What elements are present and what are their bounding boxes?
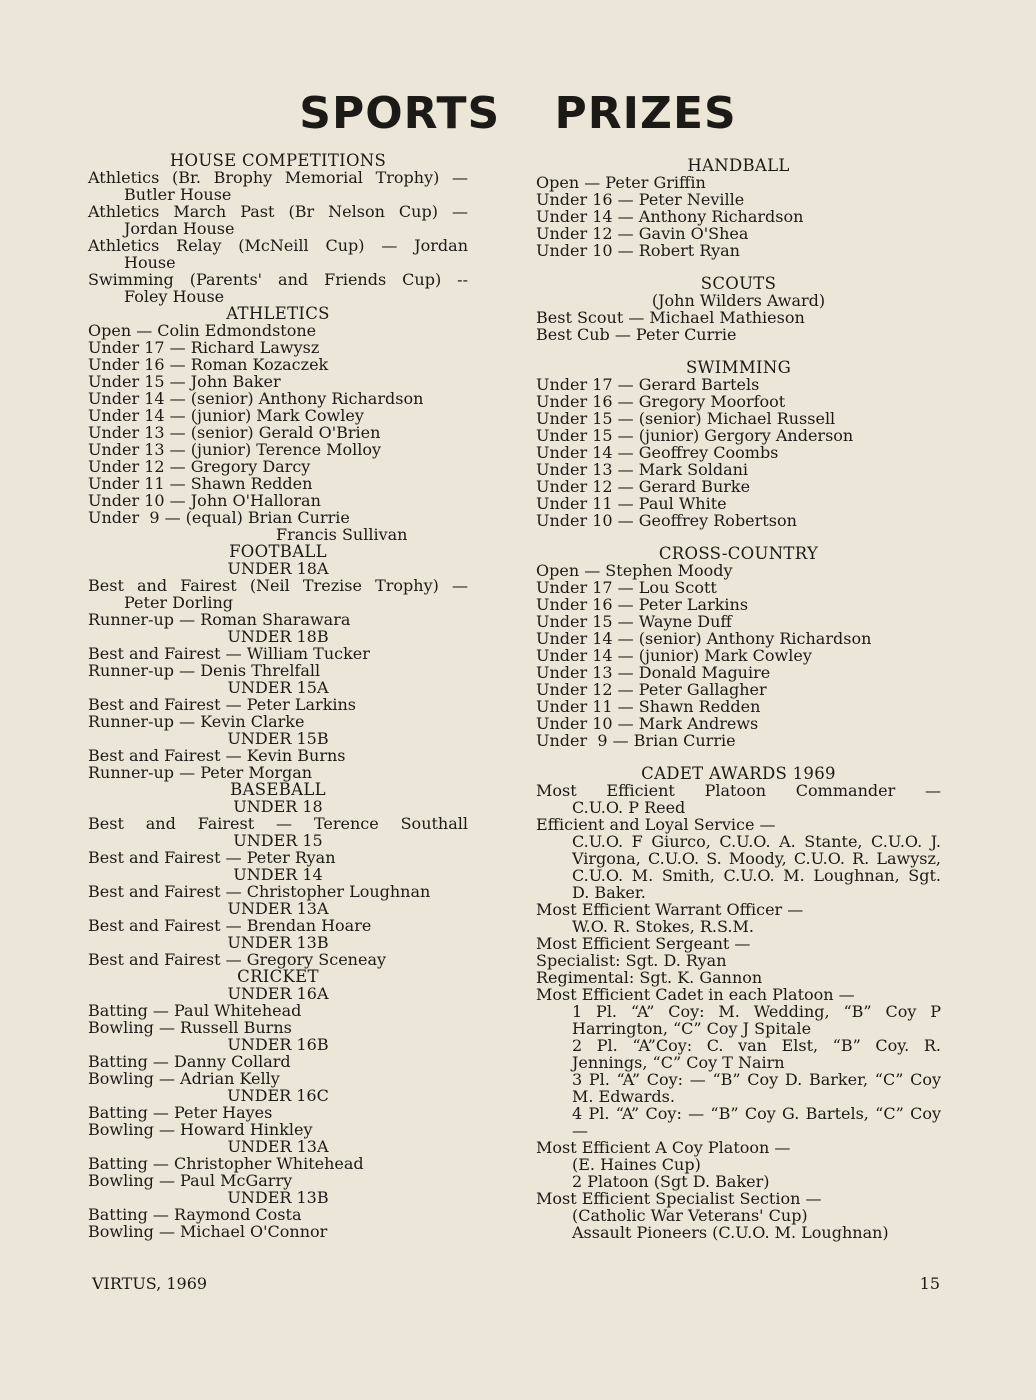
swimming-line: Under 10 — Geoffrey Robertson <box>536 511 797 530</box>
platoon-entry: 3 Pl. “A” Coy: — “B” Coy D. Barker, “C” Coy M. Edwards. <box>572 1070 941 1106</box>
athletics-line: Under 10 — John O'Halloran <box>88 491 321 510</box>
football-heading: FOOTBALL <box>229 542 327 561</box>
cricket-award: Bowling — Paul McGarry <box>88 1171 293 1190</box>
cricket-award: Bowling — Michael O'Connor <box>88 1222 328 1241</box>
cadet-award: Efficient and Loyal Service — <box>536 815 776 834</box>
athletics-line: Under 13 — (junior) Terence Molloy <box>88 440 382 459</box>
swimming-line: Under 15 — (senior) Michael Russell <box>536 409 836 428</box>
cadet-awards-heading: CADET AWARDS 1969 <box>641 764 836 783</box>
athletics-line: Under 12 — Gregory Darcy <box>88 457 311 476</box>
athletics-extra: Francis Sullivan <box>276 525 408 544</box>
football-grade: UNDER 18B <box>227 627 329 646</box>
house-item-cont: Jordan House <box>124 219 235 238</box>
swimming-line: Under 16 — Gregory Moorfoot <box>536 392 786 411</box>
cricket-award: Bowling — Howard Hinkley <box>88 1120 313 1139</box>
cadet-award-name: Regimental: Sgt. K. Gannon <box>536 968 763 987</box>
football-grade: UNDER 15A <box>227 678 329 697</box>
cross-country-line: Under 12 — Peter Gallagher <box>536 680 767 699</box>
handball-line: Under 16 — Peter Neville <box>536 190 745 209</box>
platoon-entry: 2 Pl. “A”Coy: C. van Elst, “B” Coy. R. Jennings, “C” Coy T Nairn <box>572 1036 941 1072</box>
football-award: Runner-up — Roman Sharawara <box>88 610 351 629</box>
football-award: Runner-up — Denis Threlfall <box>88 661 321 680</box>
handball-line: Under 12 — Gavin O'Shea <box>536 224 749 243</box>
scouts-line: Best Scout — Michael Mathieson <box>536 308 805 327</box>
cricket-heading: CRICKET <box>237 967 319 986</box>
cross-country-line: Under 17 — Lou Scott <box>536 578 717 597</box>
cross-country-line: Under 14 — (junior) Mark Cowley <box>536 646 812 665</box>
football-award-cont: Peter Dorling <box>124 593 234 612</box>
swimming-line: Under 14 — Geoffrey Coombs <box>536 443 779 462</box>
scouts-line: Best Cub — Peter Currie <box>536 325 737 344</box>
cross-country-line: Under 13 — Donald Maguire <box>536 663 771 682</box>
page-title: SPORTS PRIZES <box>299 88 737 139</box>
cricket-award: Batting — Paul Whitehead <box>88 1001 302 1020</box>
cricket-grade: UNDER 13B <box>227 1188 329 1207</box>
cadet-award-names: C.U.O. F Giurco, C.U.O. A. Stante, C.U.O. J. Virgona, C.U.O. S. Moody, C.U.O. R. Lawysz, C.U.O. M. Smith, C.U.O. M. Loughnan, Sgt. D. Baker. <box>572 832 941 902</box>
house-item: Swimming (Parents' and Friends Cup) -- <box>88 270 468 289</box>
cricket-award: Batting — Raymond Costa <box>88 1205 302 1224</box>
platoon-entry: 1 Pl. “A” Coy: M. Wedding, “B” Coy P Harrington, “C” Coy J Spitale <box>572 1002 941 1038</box>
cross-country-line: Under 14 — (senior) Anthony Richardson <box>536 629 872 648</box>
cadet-award: Most Efficient Cadet in each Platoon — <box>536 985 855 1004</box>
baseball-award: Best and Fairest — Brendan Hoare <box>88 916 372 935</box>
athletics-line: Under 15 — John Baker <box>88 372 281 391</box>
cricket-grade: UNDER 16C <box>227 1086 329 1105</box>
cricket-award: Bowling — Russell Burns <box>88 1018 292 1037</box>
cadet-award: Most Efficient Specialist Section — <box>536 1189 822 1208</box>
page-number: 15 <box>919 1274 940 1293</box>
cross-country-line: Under 10 — Mark Andrews <box>536 714 759 733</box>
athletics-line: Under 14 — (senior) Anthony Richardson <box>88 389 424 408</box>
cadet-award-name: C.U.O. P Reed <box>572 798 686 817</box>
football-award: Runner-up — Peter Morgan <box>88 763 313 782</box>
athletics-line: Open — Colin Edmondstone <box>88 321 317 340</box>
cadet-award-name: (E. Haines Cup) <box>572 1155 701 1174</box>
left-column <box>88 152 468 1240</box>
cricket-grade: UNDER 13A <box>227 1137 329 1156</box>
house-item-cont: Butler House <box>124 185 232 204</box>
cadet-award-name: Assault Pioneers (C.U.O. M. Loughnan) <box>572 1223 889 1242</box>
cricket-award: Batting — Christopher Whitehead <box>88 1154 364 1173</box>
cricket-award: Batting — Danny Collard <box>88 1052 291 1071</box>
right-column <box>536 157 941 1241</box>
cricket-award: Batting — Peter Hayes <box>88 1103 273 1122</box>
cricket-grade: UNDER 16A <box>227 984 329 1003</box>
cross-country-line: Under 15 — Wayne Duff <box>536 612 732 631</box>
cross-country-line: Open — Stephen Moody <box>536 561 733 580</box>
swimming-line: Under 11 — Paul White <box>536 494 727 513</box>
baseball-award: Best and Fairest — Christopher Loughnan <box>88 882 431 901</box>
football-award: Best and Fairest — William Tucker <box>88 644 370 663</box>
swimming-line: Under 12 — Gerard Burke <box>536 477 751 496</box>
baseball-grade: UNDER 18 <box>233 797 323 816</box>
handball-line: Open — Peter Griffin <box>536 173 706 192</box>
swimming-line: Under 13 — Mark Soldani <box>536 460 749 479</box>
athletics-heading: ATHLETICS <box>226 304 330 323</box>
cadet-award: Most Efficient Sergeant — <box>536 934 751 953</box>
cadet-award-name: W.O. R. Stokes, R.S.M. <box>572 917 754 936</box>
baseball-grade: UNDER 13B <box>227 933 329 952</box>
house-item-cont: Foley House <box>124 287 225 306</box>
athletics-line: Under 16 — Roman Kozaczek <box>88 355 329 374</box>
baseball-grade: UNDER 13A <box>227 899 329 918</box>
football-award: Best and Fairest — Peter Larkins <box>88 695 357 714</box>
football-award: Runner-up — Kevin Clarke <box>88 712 305 731</box>
swimming-line: Under 17 — Gerard Bartels <box>536 375 760 394</box>
baseball-award: Best and Fairest — Gregory Sceneay <box>88 950 387 969</box>
handball-line: Under 14 — Anthony Richardson <box>536 207 804 226</box>
swimming-heading: SWIMMING <box>685 358 792 377</box>
house-competitions-heading: HOUSE COMPETITIONS <box>169 151 387 170</box>
house-item: Athletics March Past (Br Nelson Cup) — <box>88 202 468 221</box>
scouts-heading: SCOUTS <box>700 274 777 293</box>
house-item: Athletics (Br. Brophy Memorial Trophy) — <box>88 168 468 187</box>
football-grade: UNDER 15B <box>227 729 329 748</box>
athletics-line: Under 11 — Shawn Redden <box>88 474 313 493</box>
cross-country-line: Under 9 — Brian Currie <box>536 731 736 750</box>
cadet-award: Most Efficient Warrant Officer — <box>536 900 804 919</box>
baseball-grade: UNDER 15 <box>233 831 323 850</box>
cross-country-heading: CROSS-COUNTRY <box>658 544 819 563</box>
athletics-line: Under 14 — (junior) Mark Cowley <box>88 406 364 425</box>
cricket-grade: UNDER 16B <box>227 1035 329 1054</box>
cadet-award-name: Specialist: Sgt. D. Ryan <box>536 951 727 970</box>
cadet-award: Most Efficient A Coy Platoon — <box>536 1138 791 1157</box>
athletics-line: Under 17 — Richard Lawysz <box>88 338 320 357</box>
cross-country-line: Under 16 — Peter Larkins <box>536 595 749 614</box>
platoon-entry: 4 Pl. “A” Coy: — “B” Coy G. Bartels, “C” Coy — <box>572 1104 941 1140</box>
football-award: Best and Fairest (Neil Trezise Trophy) — <box>88 576 468 595</box>
house-item-cont: House <box>124 253 176 272</box>
baseball-heading: BASEBALL <box>230 780 326 799</box>
handball-heading: HANDBALL <box>687 156 790 175</box>
cadet-award-name: 2 Platoon (Sgt D. Baker) <box>572 1172 770 1191</box>
football-award: Best and Fairest — Kevin Burns <box>88 746 346 765</box>
football-grade: UNDER 18A <box>227 559 329 578</box>
cadet-award: Most Efficient Platoon Commander — <box>536 781 941 800</box>
swimming-line: Under 15 — (junior) Gergory Anderson <box>536 426 854 445</box>
cross-country-line: Under 11 — Shawn Redden <box>536 697 761 716</box>
baseball-award: Best and Fairest — Terence Southall <box>88 814 468 833</box>
cadet-award-name: (Catholic War Veterans' Cup) <box>572 1206 808 1225</box>
scouts-award-name: (John Wilders Award) <box>651 291 826 310</box>
athletics-line: Under 9 — (equal) Brian Currie <box>88 508 350 527</box>
handball-line: Under 10 — Robert Ryan <box>536 241 740 260</box>
footer-publication: VIRTUS, 1969 <box>92 1274 208 1293</box>
athletics-line: Under 13 — (senior) Gerald O'Brien <box>88 423 381 442</box>
house-item: Athletics Relay (McNeill Cup) — Jordan <box>88 236 468 255</box>
baseball-award: Best and Fairest — Peter Ryan <box>88 848 336 867</box>
cricket-award: Bowling — Adrian Kelly <box>88 1069 280 1088</box>
baseball-grade: UNDER 14 <box>233 865 323 884</box>
